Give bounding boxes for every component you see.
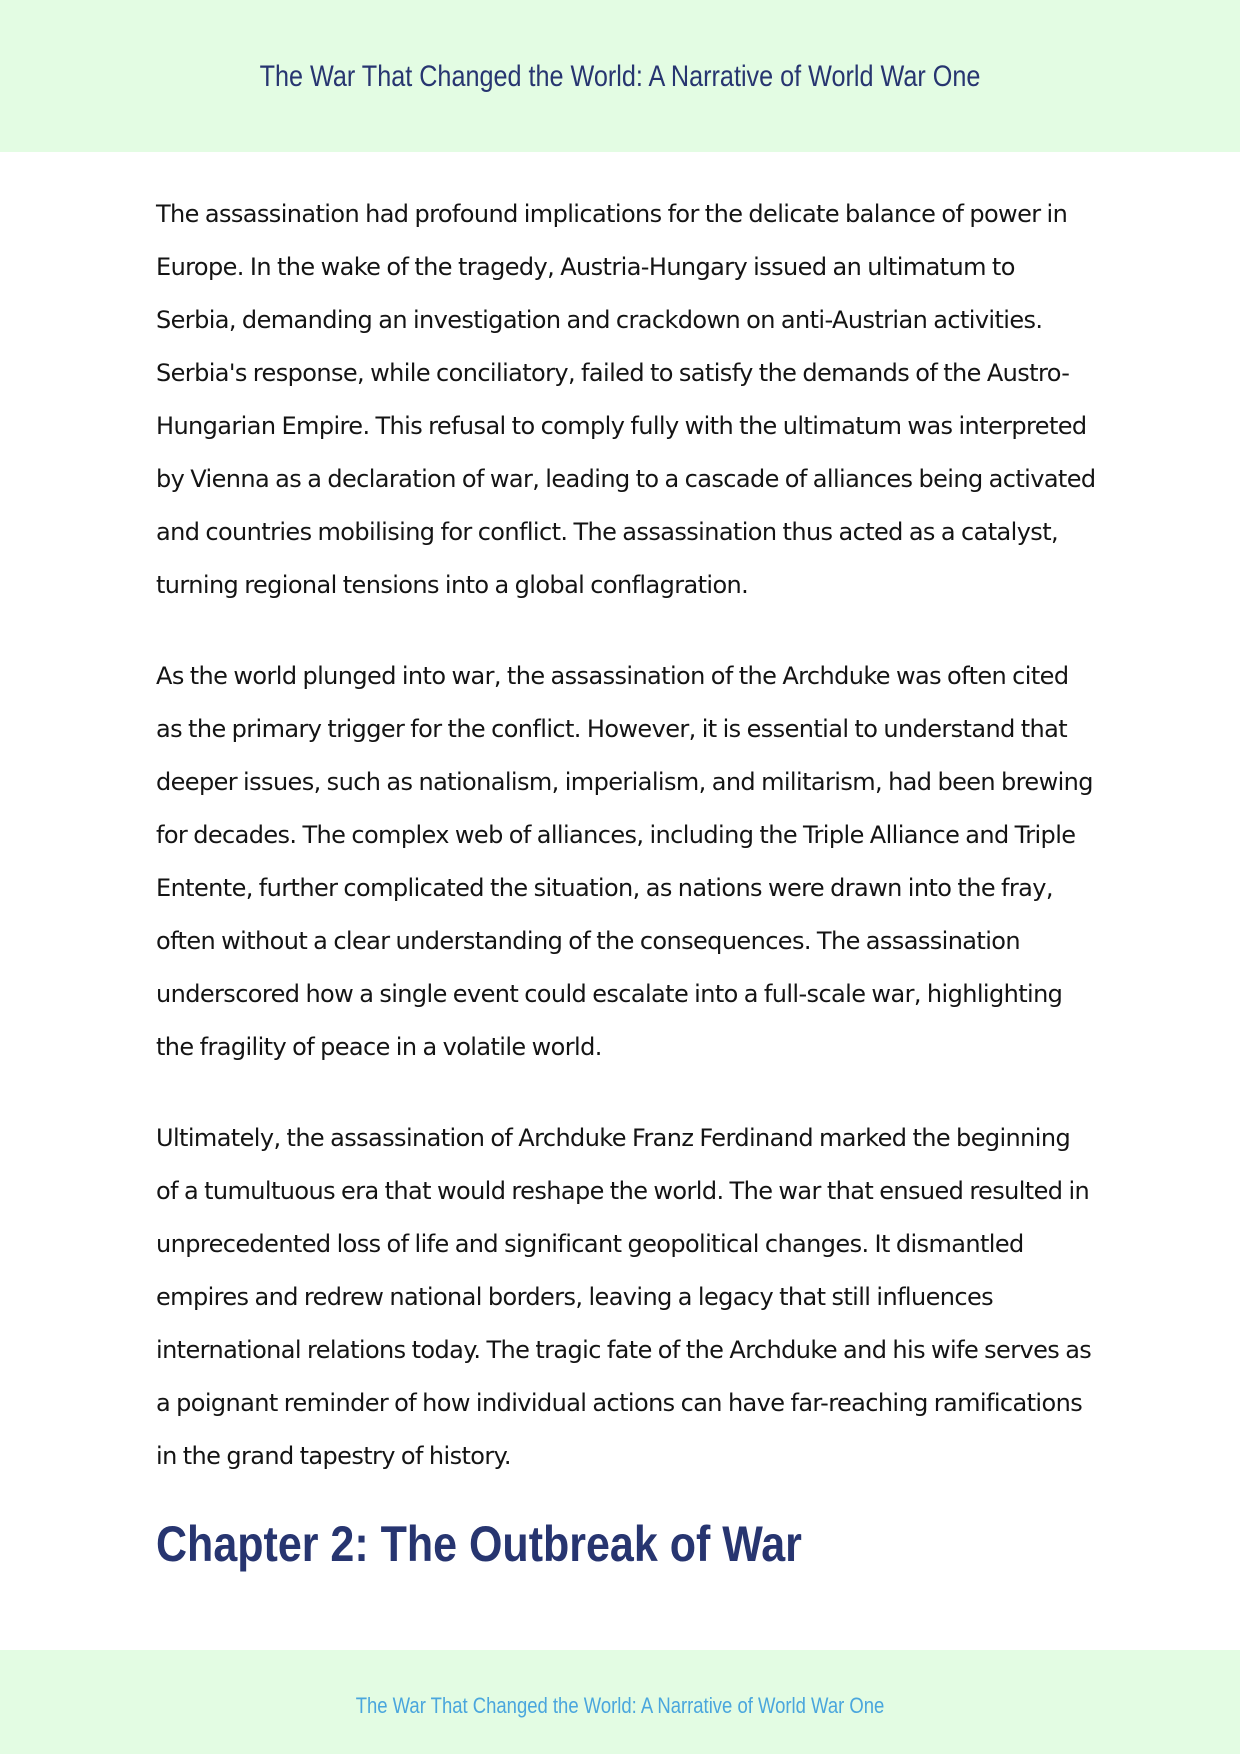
footer-title: The War That Changed the World: A Narrative of World War One (355, 1693, 885, 1718)
body-content (156, 188, 1096, 1521)
paragraph-3: Ultimately, the assassination of Archduke Franz Ferdinand marked the beginning of a tumultuous era that would reshape the world. The war that ensued resulted in unprecedented loss of life and significant geopolitical changes. It dismantled empires and redrew national borders, leaving a legacy that still influences international relations today. The tragic fate of the Archduke and his wife serves as a poignant reminder of how individual actions can have far-reaching ramifications in the grand tapestry of history. (156, 1124, 1092, 1470)
paragraph-1: The assassination had profound implications for the delicate balance of power in Europe. In the wake of the tragedy, Austria-Hungary issued an ultimatum to Serbia, demanding an investigation and crackdown on anti-Austrian activities. Serbia's response, while conciliatory, failed to satisfy the demands of the Austro-Hungarian Empire. This refusal to comply fully with the ultimatum was interpreted by Vienna as a declaration of war, leading to a cascade of alliances being activated and countries mobilising for conflict. The assassination thus acted as a catalyst, turning regional tensions into a global conflagration. (156, 200, 1096, 599)
header-title: The War That Changed the World: A Narrative of World War One (259, 60, 981, 93)
chapter-heading: Chapter 2: The Outbreak of War (156, 1516, 802, 1572)
paragraph-2: As the world plunged into war, the assassination of the Archduke was often cited as the primary trigger for the conflict. However, it is essential to understand that deeper issues, such as nationalism, imperialism, and militarism, had been brewing for decades. The complex web of alliances, including the Triple Alliance and Triple Entente, further complicated the situation, as nations were drawn into the fray, often without a clear understanding of the consequences. The assassination underscored how a single event could escalate into a full-scale war, highlighting the fragility of peace in a volatile world. (156, 662, 1093, 1061)
